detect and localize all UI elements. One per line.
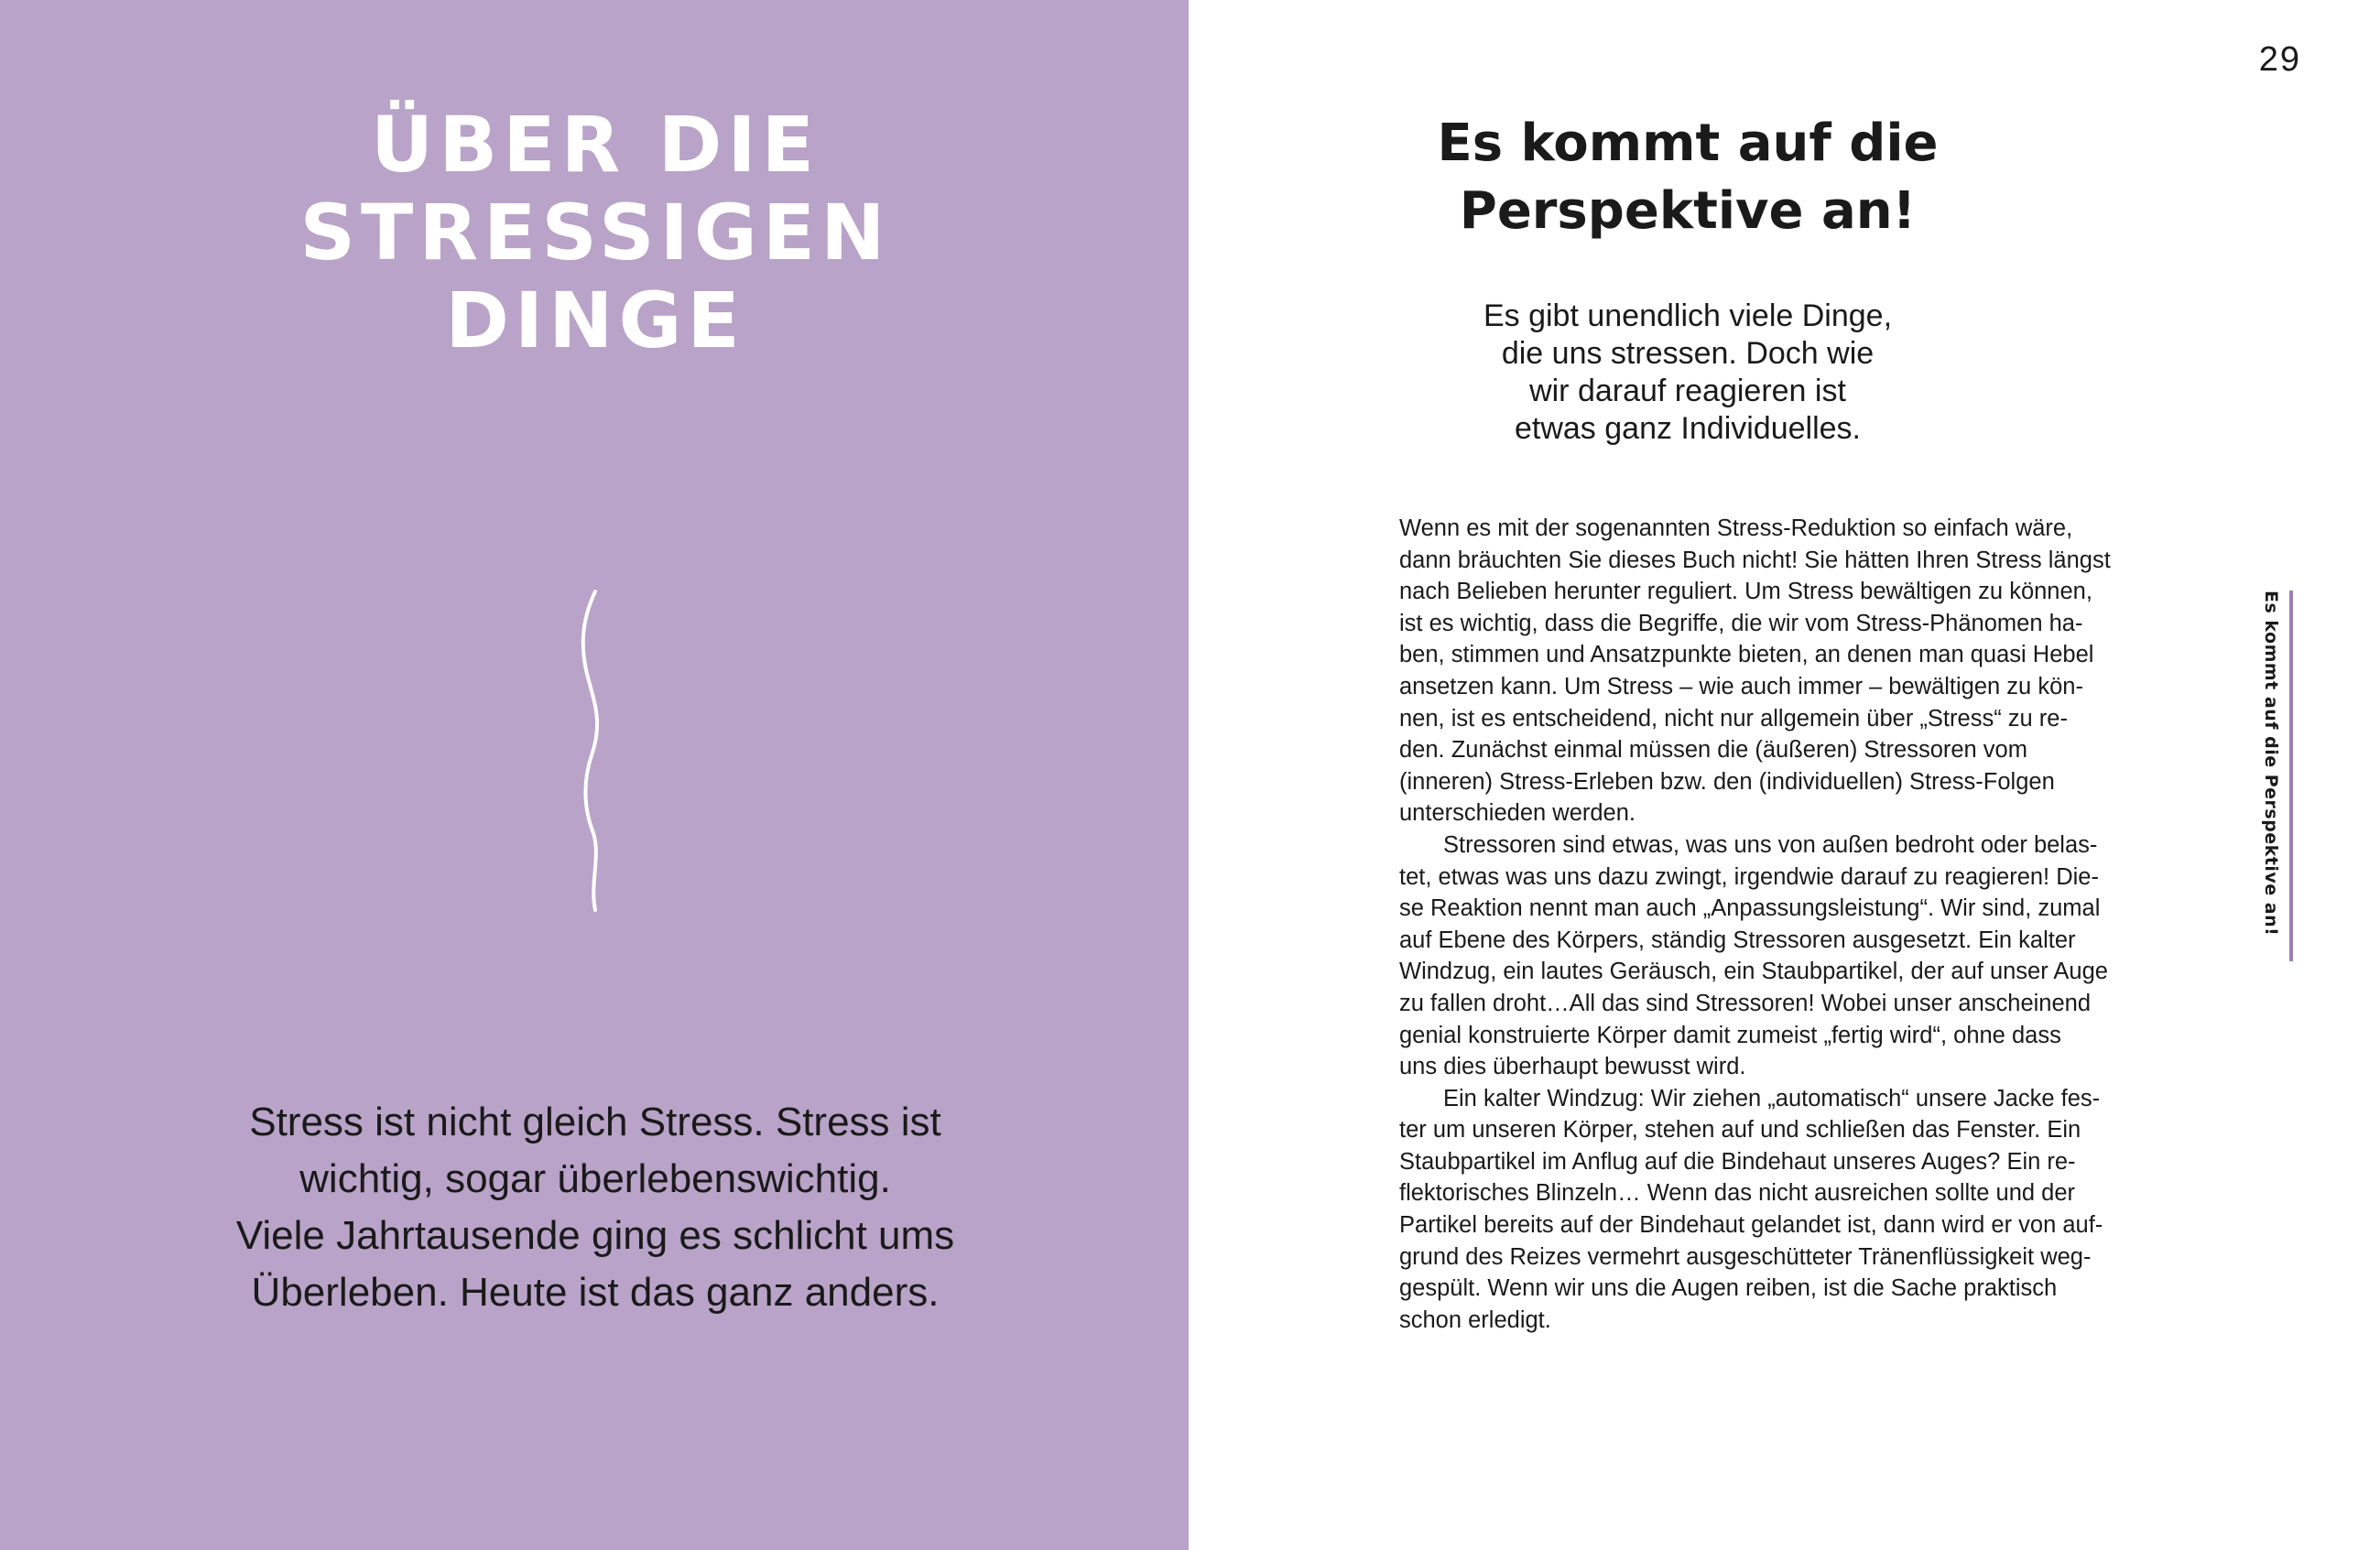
lead-line: wir darauf reagieren ist — [1529, 374, 1846, 408]
body-line: Stressoren sind etwas, was uns von außen bedroht oder belas- — [1443, 831, 2098, 858]
page-number: 29 — [2258, 40, 2301, 79]
body-line: dann bräuchten Sie dieses Buch nicht! Sie hätten Ihren Stress längst — [1399, 547, 2111, 573]
body-line: Staubpartikel im Anflug auf die Bindehaut unseres Auges? Ein re- — [1399, 1148, 2076, 1175]
body-line: grund des Reizes vermehrt ausgeschütteter Tränenflüssigkeit weg- — [1399, 1243, 2092, 1270]
body-line: nen, ist es entscheidend, nicht nur allgemein über „Stress“ zu re- — [1399, 705, 2068, 732]
body-line: flektorisches Blinzeln… Wenn das nicht ausreichen sollte und der — [1399, 1180, 2076, 1207]
body-line: Partikel bereits auf der Bindehaut gelandet ist, dann wird er von auf- — [1399, 1212, 2103, 1239]
wavy-line-icon — [568, 586, 623, 916]
chapter-title — [137, 101, 1053, 364]
body-line: ansetzen kann. Um Stress – wie auch immer – bewältigen zu kön- — [1399, 673, 2083, 699]
body-line: schon erledigt. — [1399, 1306, 1551, 1333]
body-line: nach Belieben herunter reguliert. Um Stress bewältigen zu können, — [1399, 579, 2092, 605]
body-line: gespült. Wenn wir uns die Augen reiben, ist die Sache praktisch — [1399, 1275, 2058, 1302]
body-line: auf Ebene des Körpers, ständig Stressoren ausgesetzt. Ein kalter — [1399, 927, 2076, 953]
body-line: den. Zunächst einmal müssen die (äußeren) Stressoren vom — [1399, 737, 2027, 764]
article-title — [1390, 110, 1985, 245]
running-head — [2255, 591, 2298, 961]
intro-line: wichtig, sogar überlebenswichtig. — [299, 1156, 891, 1201]
lead-paragraph — [1390, 298, 1985, 448]
left-page — [0, 0, 1189, 1550]
body-line: tet, etwas was uns dazu zwingt, irgendwie darauf zu reagieren! Die- — [1399, 863, 2099, 890]
right-page — [1189, 0, 2380, 1550]
chapter-intro — [137, 1094, 1053, 1321]
chapter-title-line: STRESSIGEN — [299, 188, 891, 277]
chapter-title-line: ÜBER DIE — [371, 100, 820, 190]
body-line: Windzug, ein lautes Geräusch, ein Staubpartikel, der auf unser Auge — [1399, 959, 2108, 985]
intro-line: Überleben. Heute ist das ganz anders. — [251, 1270, 940, 1315]
running-head-text: Es kommt auf die Perspektive an! — [2261, 591, 2281, 937]
lead-line: die uns stressen. Doch wie — [1501, 336, 1875, 371]
body-line: (inneren) Stress-Erleben bzw. den (individuellen) Stress-Folgen — [1399, 768, 2055, 795]
lead-line: Es gibt unendlich viele Dinge, — [1483, 298, 1893, 333]
body-line: ben, stimmen und Ansatzpunkte bieten, an denen man quasi Hebel — [1399, 642, 2094, 668]
lead-line: etwas ganz Individuelles. — [1514, 411, 1861, 446]
body-line: uns dies überhaupt bewusst wird. — [1399, 1054, 1746, 1080]
body-line: genial konstruierte Körper damit zumeist „fertig wird“, ohne dass — [1399, 1022, 2061, 1048]
intro-line: Stress ist nicht gleich Stress. Stress ist — [249, 1100, 941, 1144]
chapter-title-line: DINGE — [445, 276, 745, 365]
body-text — [1399, 513, 2168, 1336]
article-title-line: Es kommt auf die — [1437, 114, 1939, 173]
body-line: zu fallen droht…All das sind Stressoren! Wobei unser anscheinend — [1399, 990, 2092, 1016]
body-line: ter um unseren Körper, stehen auf und schließen das Fenster. Ein — [1399, 1117, 2081, 1144]
body-line: Wenn es mit der sogenannten Stress-Reduktion so einfach wäre, — [1399, 515, 2073, 541]
body-line: se Reaktion nennt man auch „Anpassungsleistung“. Wir sind, zumal — [1399, 895, 2101, 922]
intro-line: Viele Jahrtausende ging es schlicht ums — [235, 1213, 955, 1258]
body-line: unterschieden werden. — [1399, 800, 1636, 827]
body-line: Ein kalter Windzug: Wir ziehen „automatisch“ unsere Jacke fes- — [1443, 1085, 2101, 1111]
body-line: ist es wichtig, dass die Begriffe, die wir vom Stress-Phänomen ha- — [1399, 610, 2083, 636]
running-head-bar — [2289, 591, 2293, 961]
article-title-line: Perspektive an! — [1459, 181, 1917, 241]
